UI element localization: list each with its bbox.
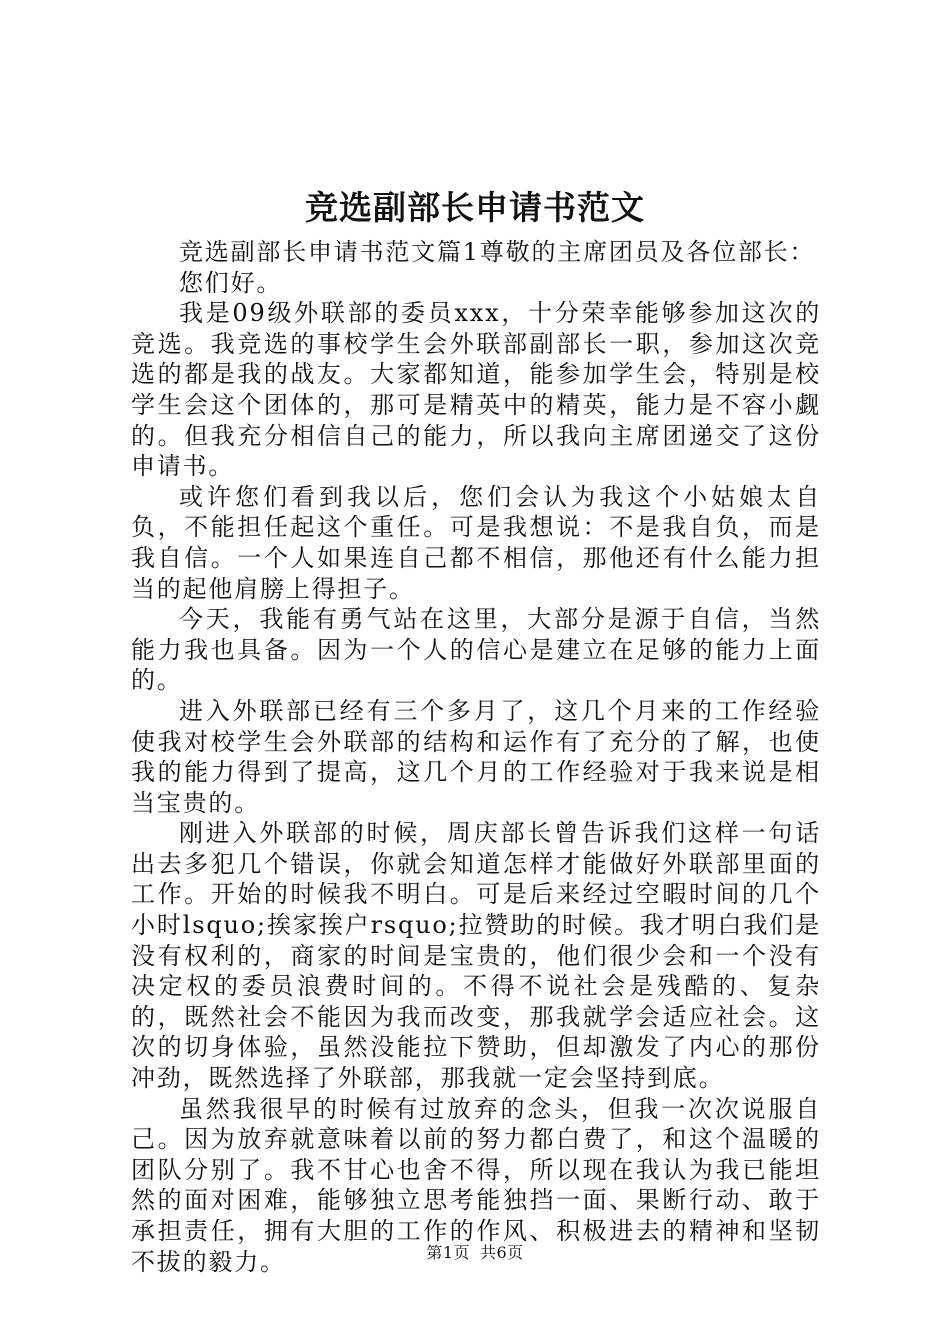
page-number: 第1页 [426,1243,470,1262]
paragraph-perseverance: 虽然我很早的时候有过放弃的念头，但我一次次说服自己。因为放弃就意味着以前的努力都白费了，和这个温暖的团队分别了。我不甘心也舍不得，所以现在我认为我已能坦然的面对困难，能够独立思考能独挡一面、果断行动、敢于承担责任，拥有大胆的工作的作风、积极进去的精神和坚韧不拔的毅力。 [131,1094,821,1276]
paragraph-sponsorship: 刚进入外联部的时候，周庆部长曾告诉我们这样一句话出去多犯几个错误，你就会知道怎样才能做好外联部里面的工作。开始的时候我不明白。可是后来经过空暇时间的几个小时lsquo;挨家挨户rsquo;拉赞助的时候。我才明白我们是没有权利的，商家的时间是宝贵的，他们很少会和一个没有决定权的委员浪费时间的。不得不说社会是残酷的、复杂的，既然社会不能因为我而改变，那我就学会适应社会。这次的切身体验，虽然没能拉下赞助，但却激发了内心的那份冲劲，既然选择了外联部，那我就一定会坚持到底。 [131,819,821,1093]
paragraph-salutation: 您们好。 [179,268,283,297]
paragraph-introduction: 我是09级外联部的委员xxx，十分荣幸能够参加这次的竞选。我竞选的事校学生会外联部副部长一职，参加这次竞选的都是我的战友。大家都知道，能参加学生会，特别是校学生会这个团体的，那可是精英中的精英，能力是不容小觑的。但我充分相信自己的能力，所以我向主席团递交了这份申请书。 [131,299,821,481]
document-title: 竞选副部长申请书范文 [305,188,645,227]
paragraph-greeting: 竞选副部长申请书范文篇1尊敬的主席团员及各位部长： [179,238,816,266]
page-footer [0,1242,950,1264]
paragraph-experience: 进入外联部已经有三个多月了，这几个月来的工作经验使我对校学生会外联部的结构和运作有了充分的了解，也使我的能力得到了提高，这几个月的工作经验对于我来说是相当宝贵的。 [131,696,821,817]
page-total: 共6页 [480,1243,524,1262]
document-body [131,237,821,1277]
paragraph-ability: 今天，我能有勇气站在这里，大部分是源于自信，当然能力我也具备。因为一个人的信心是建立在足够的能力上面的。 [131,605,821,695]
paragraph-confidence: 或许您们看到我以后，您们会认为我这个小姑娘太自负，不能担任起这个重任。可是我想说：不是我自负，而是我自信。一个人如果连自己都不相信，那他还有什么能力担当的起他肩膀上得担子。 [131,482,821,603]
